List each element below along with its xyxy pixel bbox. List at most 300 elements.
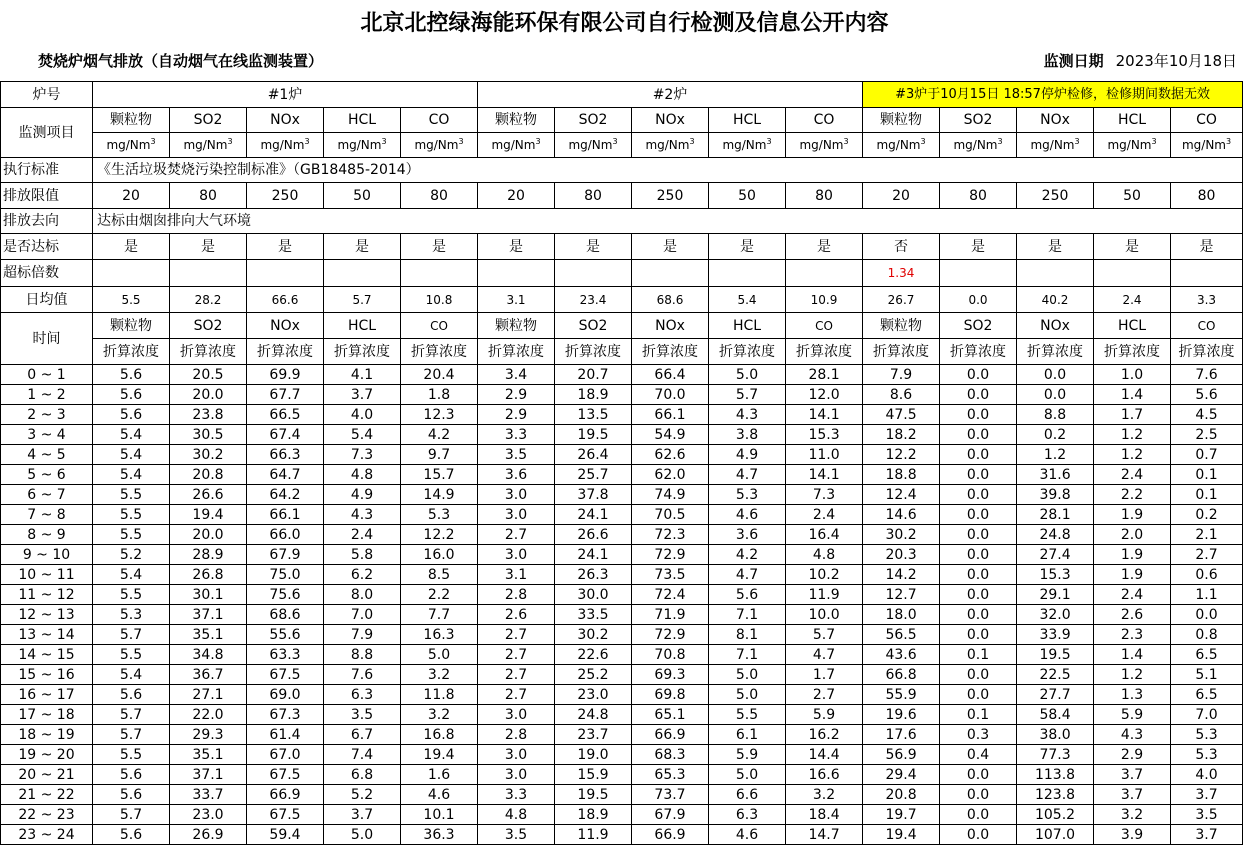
limit-value: 250 — [1017, 183, 1094, 209]
hour-value: 61.4 — [247, 725, 324, 745]
hour-value: 25.7 — [555, 465, 632, 485]
daily-value: 68.6 — [632, 287, 709, 313]
pollutant-header: CO — [401, 108, 478, 133]
unit-cell — [93, 133, 170, 158]
hour-value: 18.9 — [555, 805, 632, 825]
hour-value: 5.7 — [786, 625, 863, 645]
hour-value: 23.0 — [555, 685, 632, 705]
hour-value: 72.3 — [632, 525, 709, 545]
hour-value: 7.0 — [1171, 705, 1243, 725]
hour-value: 5.3 — [1171, 725, 1243, 745]
hour-value: 0.4 — [940, 745, 1017, 765]
pollutant-header: SO2 — [170, 108, 247, 133]
hour-value: 6.3 — [324, 685, 401, 705]
hour-value: 0.1 — [940, 645, 1017, 665]
hour-value: 5.5 — [93, 745, 170, 765]
pollutant-header-2: NOx — [247, 313, 324, 339]
hour-value: 6.3 — [709, 805, 786, 825]
hour-value: 55.9 — [863, 685, 940, 705]
limit-value: 50 — [1094, 183, 1171, 209]
hour-value: 24.1 — [555, 545, 632, 565]
hour-value: 30.1 — [170, 585, 247, 605]
hour-value: 72.9 — [632, 545, 709, 565]
hour-value: 4.0 — [324, 405, 401, 425]
unit-sup: 3 — [1151, 137, 1157, 146]
daily-label: 日均值 — [1, 287, 93, 313]
hour-value: 5.9 — [709, 745, 786, 765]
pollutant-header: SO2 — [555, 108, 632, 133]
hour-value: 18.4 — [786, 805, 863, 825]
daily-row — [1, 287, 1243, 313]
hour-value: 67.5 — [247, 665, 324, 685]
hour-row — [1, 565, 1243, 585]
pollutant-header-2: HCL — [709, 313, 786, 339]
hour-value: 2.0 — [1094, 525, 1171, 545]
hour-value: 3.0 — [478, 505, 555, 525]
hour-value: 30.5 — [170, 425, 247, 445]
unit-sup: 3 — [1074, 137, 1080, 146]
hour-value: 17.6 — [863, 725, 940, 745]
hour-value: 62.0 — [632, 465, 709, 485]
hour-value: 73.5 — [632, 565, 709, 585]
hour-value: 66.1 — [632, 405, 709, 425]
hour-row — [1, 785, 1243, 805]
unit-sup: 3 — [535, 137, 541, 146]
hour-value: 3.1 — [478, 565, 555, 585]
exceed-value: 1.34 — [863, 260, 940, 287]
hour-value: 15.3 — [1017, 565, 1094, 585]
hour-value: 10.2 — [786, 565, 863, 585]
hour-label: 18 ~ 19 — [1, 725, 93, 745]
hour-value: 14.4 — [786, 745, 863, 765]
unit-cell — [170, 133, 247, 158]
pollutant-header-2: SO2 — [555, 313, 632, 339]
hour-label: 10 ~ 11 — [1, 565, 93, 585]
hour-value: 33.5 — [555, 605, 632, 625]
hour-value: 18.8 — [863, 465, 940, 485]
hour-value: 15.3 — [786, 425, 863, 445]
conc-label: 折算浓度 — [478, 339, 555, 365]
compliant-value: 是 — [170, 234, 247, 260]
compliant-value: 是 — [478, 234, 555, 260]
hour-value: 0.0 — [940, 605, 1017, 625]
hour-value: 5.4 — [324, 425, 401, 445]
unit-sup: 3 — [1225, 137, 1232, 146]
exceed-value — [632, 260, 709, 287]
hour-value: 35.1 — [170, 745, 247, 765]
hour-value: 10.0 — [786, 605, 863, 625]
hour-value: 43.6 — [863, 645, 940, 665]
hour-value: 4.6 — [401, 785, 478, 805]
unit-cell — [324, 133, 401, 158]
hour-value: 1.2 — [1094, 445, 1171, 465]
unit-sup: 3 — [381, 137, 387, 146]
hour-value: 0.0 — [940, 565, 1017, 585]
hour-value: 4.3 — [324, 505, 401, 525]
hour-value: 5.7 — [93, 705, 170, 725]
unit-sup: 3 — [689, 137, 695, 146]
pollutant-header: 颗粒物 — [478, 108, 555, 133]
destination-row — [1, 209, 1243, 234]
unit-base: mg/Nm — [722, 138, 767, 152]
hour-value: 0.0 — [940, 385, 1017, 405]
conc-label: 折算浓度 — [940, 339, 1017, 365]
conc-label: 折算浓度 — [786, 339, 863, 365]
hour-value: 0.2 — [1171, 505, 1243, 525]
hour-value: 2.4 — [1094, 585, 1171, 605]
hour-value: 37.1 — [170, 605, 247, 625]
hour-value: 8.6 — [863, 385, 940, 405]
hour-value: 5.3 — [1171, 745, 1243, 765]
hour-value: 107.0 — [1017, 825, 1094, 845]
daily-value: 28.2 — [170, 287, 247, 313]
hour-value: 7.3 — [786, 485, 863, 505]
hour-value: 70.5 — [632, 505, 709, 525]
hour-value: 67.5 — [247, 805, 324, 825]
unit-base: mg/Nm — [953, 138, 998, 152]
hour-value: 66.5 — [247, 405, 324, 425]
hour-row — [1, 425, 1243, 445]
hour-value: 20.8 — [170, 465, 247, 485]
compliant-value: 是 — [1094, 234, 1171, 260]
hour-value: 2.9 — [478, 385, 555, 405]
hour-value: 5.7 — [709, 385, 786, 405]
hour-value: 0.0 — [940, 365, 1017, 385]
hour-value: 7.4 — [324, 745, 401, 765]
conc-label: 折算浓度 — [93, 339, 170, 365]
exceed-value — [786, 260, 863, 287]
compliant-value: 是 — [709, 234, 786, 260]
daily-value: 3.3 — [1171, 287, 1243, 313]
compliant-value: 是 — [940, 234, 1017, 260]
hour-value: 1.0 — [1094, 365, 1171, 385]
compliant-value: 是 — [632, 234, 709, 260]
destination-text: 达标由烟囱排向大气环境 — [93, 209, 1243, 234]
hour-value: 18.2 — [863, 425, 940, 445]
hour-label: 5 ~ 6 — [1, 465, 93, 485]
unit-sup: 3 — [612, 137, 618, 146]
hour-value: 5.1 — [1171, 665, 1243, 685]
hour-value: 5.4 — [93, 445, 170, 465]
hour-row — [1, 625, 1243, 645]
hour-value: 74.9 — [632, 485, 709, 505]
hour-value: 18.9 — [555, 385, 632, 405]
hour-value: 2.7 — [478, 625, 555, 645]
hour-value: 5.5 — [93, 485, 170, 505]
hour-value: 19.4 — [401, 745, 478, 765]
hour-value: 2.7 — [478, 665, 555, 685]
hour-row — [1, 385, 1243, 405]
hour-value: 34.8 — [170, 645, 247, 665]
hour-value: 5.0 — [709, 665, 786, 685]
hour-value: 66.9 — [632, 725, 709, 745]
hour-value: 28.9 — [170, 545, 247, 565]
hour-value: 1.9 — [1094, 505, 1171, 525]
hour-value: 5.8 — [324, 545, 401, 565]
hour-value: 0.0 — [940, 425, 1017, 445]
hour-value: 29.4 — [863, 765, 940, 785]
hour-value: 63.3 — [247, 645, 324, 665]
hour-value: 8.0 — [324, 585, 401, 605]
hour-value: 3.2 — [786, 785, 863, 805]
hour-label: 16 ~ 17 — [1, 685, 93, 705]
hour-value: 16.2 — [786, 725, 863, 745]
hour-value: 66.9 — [247, 785, 324, 805]
hour-value: 4.7 — [709, 565, 786, 585]
hour-value: 56.5 — [863, 625, 940, 645]
hour-value: 11.8 — [401, 685, 478, 705]
hour-value: 6.2 — [324, 565, 401, 585]
hour-label: 20 ~ 21 — [1, 765, 93, 785]
hour-value: 5.3 — [709, 485, 786, 505]
compliant-value: 是 — [786, 234, 863, 260]
hour-value: 0.0 — [940, 785, 1017, 805]
hour-value: 11.0 — [786, 445, 863, 465]
hour-value: 26.6 — [555, 525, 632, 545]
hour-value: 73.7 — [632, 785, 709, 805]
hour-value: 23.0 — [170, 805, 247, 825]
furnace-label: 炉号 — [1, 82, 93, 108]
exceed-value — [401, 260, 478, 287]
hour-label: 23 ~ 24 — [1, 825, 93, 845]
conc-label: 折算浓度 — [1017, 339, 1094, 365]
hour-value: 19.5 — [1017, 645, 1094, 665]
hour-value: 5.0 — [709, 365, 786, 385]
hour-row — [1, 765, 1243, 785]
exceed-value — [1017, 260, 1094, 287]
hour-value: 12.4 — [863, 485, 940, 505]
daily-value: 23.4 — [555, 287, 632, 313]
hour-label: 12 ~ 13 — [1, 605, 93, 625]
hour-value: 5.5 — [93, 645, 170, 665]
hour-value: 37.8 — [555, 485, 632, 505]
hour-value: 68.6 — [247, 605, 324, 625]
hour-value: 38.0 — [1017, 725, 1094, 745]
hour-value: 26.6 — [170, 485, 247, 505]
hour-value: 2.1 — [1171, 525, 1243, 545]
hour-value: 6.5 — [1171, 685, 1243, 705]
hour-value: 18.0 — [863, 605, 940, 625]
hour-value: 3.3 — [478, 785, 555, 805]
hour-value: 69.8 — [632, 685, 709, 705]
hour-value: 5.6 — [93, 405, 170, 425]
hour-value: 3.0 — [478, 745, 555, 765]
hour-value: 64.2 — [247, 485, 324, 505]
hour-value: 16.4 — [786, 525, 863, 545]
hour-value: 22.0 — [170, 705, 247, 725]
unit-cell — [709, 133, 786, 158]
hour-value: 9.7 — [401, 445, 478, 465]
hour-value: 1.4 — [1094, 385, 1171, 405]
limit-value: 50 — [709, 183, 786, 209]
hour-row — [1, 805, 1243, 825]
unit-cell — [786, 133, 863, 158]
hour-value: 6.5 — [1171, 645, 1243, 665]
compliant-value: 是 — [324, 234, 401, 260]
unit-base: mg/Nm — [1030, 138, 1075, 152]
hour-value: 1.2 — [1094, 665, 1171, 685]
hour-value: 58.4 — [1017, 705, 1094, 725]
pollutant-header: HCL — [324, 108, 401, 133]
hour-value: 1.9 — [1094, 565, 1171, 585]
hour-value: 5.2 — [324, 785, 401, 805]
hour-value: 20.7 — [555, 365, 632, 385]
hour-value: 3.7 — [1171, 825, 1243, 845]
hour-label: 9 ~ 10 — [1, 545, 93, 565]
hour-value: 5.6 — [93, 385, 170, 405]
hour-value: 66.8 — [863, 665, 940, 685]
unit-sup: 3 — [150, 137, 156, 146]
hour-value: 0.0 — [940, 685, 1017, 705]
hour-value: 5.3 — [401, 505, 478, 525]
pollutant-header-2: NOx — [632, 313, 709, 339]
hour-value: 6.7 — [324, 725, 401, 745]
hour-value: 5.4 — [93, 465, 170, 485]
hour-value: 30.2 — [555, 625, 632, 645]
unit-base: mg/Nm — [414, 138, 459, 152]
hour-value: 10.1 — [401, 805, 478, 825]
conc-label: 折算浓度 — [632, 339, 709, 365]
hour-row — [1, 725, 1243, 745]
compliant-value: 是 — [1171, 234, 1243, 260]
hour-row — [1, 465, 1243, 485]
pollutant-header-2: NOx — [1017, 313, 1094, 339]
conc-label-row — [1, 339, 1243, 365]
hour-value: 4.0 — [1171, 765, 1243, 785]
hour-value: 6.1 — [709, 725, 786, 745]
hour-value: 2.6 — [478, 605, 555, 625]
hour-value: 65.3 — [632, 765, 709, 785]
hour-value: 4.9 — [324, 485, 401, 505]
hour-value: 33.7 — [170, 785, 247, 805]
pollutant-header: NOx — [247, 108, 324, 133]
hour-value: 3.0 — [478, 545, 555, 565]
hour-value: 5.5 — [93, 525, 170, 545]
pollutant-header: 颗粒物 — [863, 108, 940, 133]
hour-value: 1.9 — [1094, 545, 1171, 565]
limit-value: 80 — [940, 183, 1017, 209]
daily-value: 0.0 — [940, 287, 1017, 313]
hour-value: 3.8 — [709, 425, 786, 445]
hour-value: 3.7 — [1094, 765, 1171, 785]
hour-value: 2.5 — [1171, 425, 1243, 445]
hour-value: 2.8 — [478, 585, 555, 605]
hour-value: 0.0 — [940, 765, 1017, 785]
hour-value: 66.3 — [247, 445, 324, 465]
hour-value: 15.9 — [555, 765, 632, 785]
conc-label: 折算浓度 — [555, 339, 632, 365]
hour-value: 67.7 — [247, 385, 324, 405]
hour-value: 5.4 — [93, 665, 170, 685]
hour-value: 0.0 — [940, 805, 1017, 825]
hour-value: 7.0 — [324, 605, 401, 625]
hour-label: 17 ~ 18 — [1, 705, 93, 725]
hour-row — [1, 825, 1243, 845]
hour-value: 19.4 — [863, 825, 940, 845]
hour-value: 19.7 — [863, 805, 940, 825]
limit-value: 250 — [632, 183, 709, 209]
hour-value: 14.1 — [786, 405, 863, 425]
hour-value: 1.2 — [1017, 445, 1094, 465]
hour-value: 4.2 — [709, 545, 786, 565]
hour-value: 5.9 — [786, 705, 863, 725]
unit-base: mg/Nm — [260, 138, 305, 152]
unit-cell — [940, 133, 1017, 158]
hour-value: 16.3 — [401, 625, 478, 645]
hour-value: 5.4 — [93, 425, 170, 445]
unit-cell — [632, 133, 709, 158]
hour-value: 56.9 — [863, 745, 940, 765]
hour-value: 105.2 — [1017, 805, 1094, 825]
hour-row — [1, 665, 1243, 685]
pollutant-header: HCL — [1094, 108, 1171, 133]
hour-label: 8 ~ 9 — [1, 525, 93, 545]
hour-value: 19.0 — [555, 745, 632, 765]
hour-value: 23.7 — [555, 725, 632, 745]
conc-label: 折算浓度 — [1171, 339, 1243, 365]
unit-cell — [1017, 133, 1094, 158]
hour-value: 12.0 — [786, 385, 863, 405]
hour-value: 19.4 — [170, 505, 247, 525]
destination-label: 排放去向 — [1, 209, 93, 234]
hour-label: 19 ~ 20 — [1, 745, 93, 765]
hour-value: 27.7 — [1017, 685, 1094, 705]
compliant-value: 是 — [93, 234, 170, 260]
compliant-value: 否 — [863, 234, 940, 260]
hour-value: 0.0 — [940, 545, 1017, 565]
hour-row — [1, 745, 1243, 765]
unit-sup: 3 — [920, 137, 926, 146]
hour-value: 4.3 — [709, 405, 786, 425]
hour-value: 5.2 — [93, 545, 170, 565]
limit-value: 80 — [401, 183, 478, 209]
hour-value: 22.6 — [555, 645, 632, 665]
hour-value: 77.3 — [1017, 745, 1094, 765]
hour-value: 20.0 — [170, 385, 247, 405]
hour-value: 5.6 — [93, 765, 170, 785]
hour-value: 1.1 — [1171, 585, 1243, 605]
hour-value: 8.8 — [1017, 405, 1094, 425]
daily-value: 5.5 — [93, 287, 170, 313]
hour-value: 72.4 — [632, 585, 709, 605]
unit-sup: 3 — [458, 137, 464, 146]
hour-value: 24.8 — [1017, 525, 1094, 545]
hour-value: 5.0 — [709, 685, 786, 705]
exceed-value — [709, 260, 786, 287]
exceed-value — [170, 260, 247, 287]
hour-value: 67.9 — [632, 805, 709, 825]
hour-value: 22.5 — [1017, 665, 1094, 685]
daily-value: 3.1 — [478, 287, 555, 313]
pollutant-header: NOx — [1017, 108, 1094, 133]
pollutant-header-2: 颗粒物 — [93, 313, 170, 339]
hour-value: 3.5 — [478, 445, 555, 465]
hour-value: 6.6 — [709, 785, 786, 805]
hour-value: 4.8 — [786, 545, 863, 565]
unit-base: mg/Nm — [491, 138, 536, 152]
hour-value: 5.0 — [324, 825, 401, 845]
limit-value: 80 — [555, 183, 632, 209]
hour-value: 27.4 — [1017, 545, 1094, 565]
hour-value: 3.5 — [324, 705, 401, 725]
pollutant-header-2: 颗粒物 — [478, 313, 555, 339]
hour-value: 71.9 — [632, 605, 709, 625]
hour-value: 67.3 — [247, 705, 324, 725]
unit-base: mg/Nm — [1181, 138, 1226, 152]
furnace-row — [1, 82, 1243, 108]
hour-value: 2.7 — [786, 685, 863, 705]
hour-value: 5.4 — [93, 565, 170, 585]
